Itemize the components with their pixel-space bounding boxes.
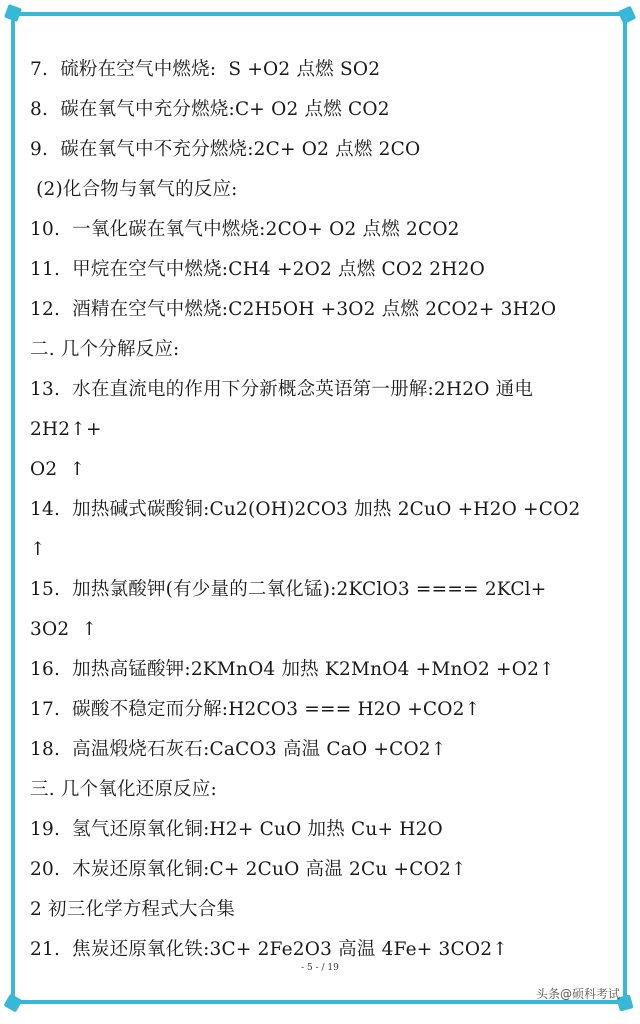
section-heading: 2 初三化学方程式大合集 <box>30 899 236 920</box>
equation-line: 11. 甲烷在空气中燃烧:CH4 +2O2 点燃 CO2 2H2O <box>30 259 485 280</box>
section-heading: 三. 几个氧化还原反应: <box>30 779 217 800</box>
equation-line: 16. 加热高锰酸钾:2KMnO4 加热 K2MnO4 +MnO2 +O2↑ <box>30 659 555 680</box>
equation-line: 7. 硫粉在空气中燃烧: S +O2 点燃 SO2 <box>30 59 381 80</box>
equation-line: 13. 水在直流电的作用下分新概念英语第一册解:2H2O 通电 <box>30 379 534 400</box>
equation-continuation: 3O2 ↑ <box>30 619 98 640</box>
watermark: 头条@硕科考试 <box>535 987 620 1001</box>
equation-line: 10. 一氧化碳在氧气中燃烧:2CO+ O2 点燃 2CO2 <box>30 219 460 240</box>
section-heading: (2)化合物与氧气的反应: <box>30 179 238 200</box>
document-body <box>30 50 620 970</box>
equation-line: 9. 碳在氧气中不充分燃烧:2C+ O2 点燃 2CO <box>30 139 421 160</box>
equation-continuation: 2H2↑+ <box>30 419 102 440</box>
equation-line: 14. 加热碱式碳酸铜:Cu2(OH)2CO3 加热 2CuO +H2O +CO2 <box>30 499 581 520</box>
equation-line: 18. 高温煅烧石灰石:CaCO3 高温 CaO +CO2↑ <box>30 739 447 760</box>
equation-line: 12. 酒精在空气中燃烧:C2H5OH +3O2 点燃 2CO2+ 3H2O <box>30 299 557 320</box>
equation-line: 19. 氢气还原氧化铜:H2+ CuO 加热 Cu+ H2O <box>30 819 443 840</box>
equation-line: 17. 碳酸不稳定而分解:H2CO3 === H2O +CO2↑ <box>30 699 481 720</box>
equation-line: 8. 碳在氧气中充分燃烧:C+ O2 点燃 CO2 <box>30 99 390 120</box>
section-heading: 二. 几个分解反应: <box>30 339 180 360</box>
equation-continuation: O2 ↑ <box>30 459 86 480</box>
equation-line: 20. 木炭还原氧化铜:C+ 2CuO 高温 2Cu +CO2↑ <box>30 859 467 880</box>
equation-continuation: ↑ <box>30 539 46 560</box>
page-number: - 5 - / 19 <box>301 963 339 973</box>
equation-line: 21. 焦炭还原氧化铁:3C+ 2Fe2O3 高温 4Fe+ 3CO2↑ <box>30 939 508 960</box>
equation-line: 15. 加热氯酸钾(有少量的二氧化锰):2KClO3 ==== 2KCl+ <box>30 579 547 600</box>
